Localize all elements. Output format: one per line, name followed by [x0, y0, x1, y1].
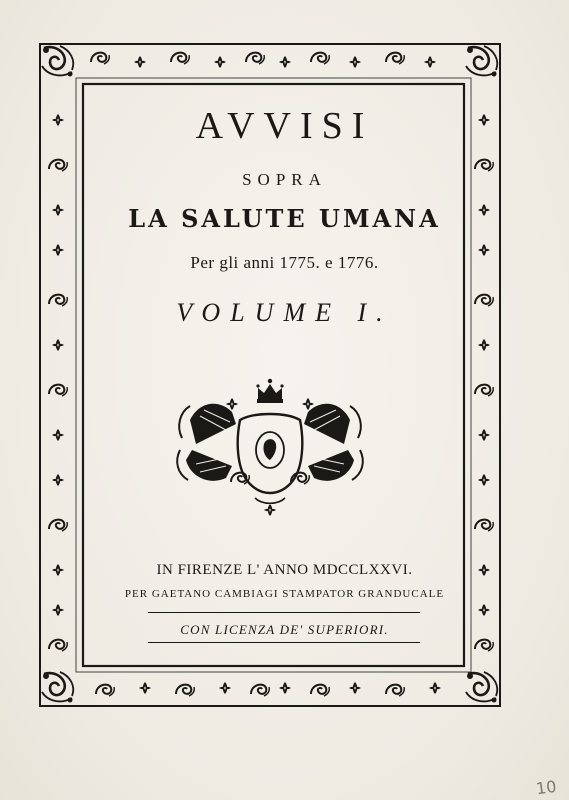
margin-pencil-note: 10 [534, 776, 558, 799]
imprint-printer: PER GAETANO CAMBIAGI STAMPATOR GRANDUCALE [124, 588, 445, 600]
crown-icon [256, 379, 283, 403]
book-title: AVVISI [195, 105, 374, 147]
imprint-rule-bottom [148, 642, 420, 643]
license-line: CON LICENZA DE' SUPERIORI. [180, 622, 389, 637]
right-fan-ornament [304, 404, 363, 481]
imprint-rule-top [148, 612, 420, 613]
book-subject: LA SALUTE UMANA [128, 204, 441, 233]
imprint-city-year: IN FIRENZE L' ANNO MDCCLXXVI. [156, 562, 413, 578]
cartouche [238, 414, 303, 516]
left-fan-ornament [177, 404, 236, 481]
years-line: Per gli anni 1775. e 1776. [190, 253, 379, 272]
title-connector: SOPRA [242, 170, 327, 189]
volume-line: VOLUME I. [176, 298, 393, 327]
